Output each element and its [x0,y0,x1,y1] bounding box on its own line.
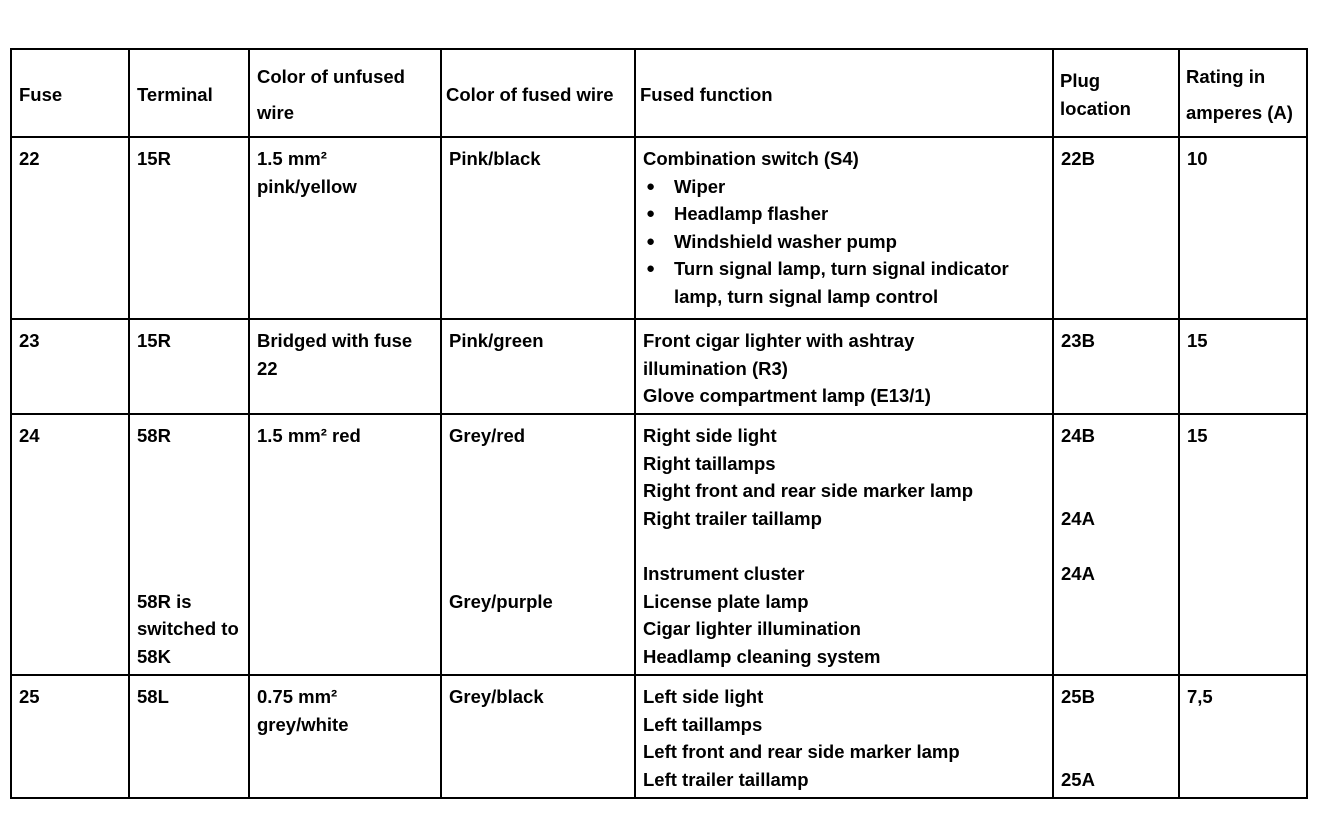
fuse-number: 22 [11,137,129,319]
table-row [11,414,1307,675]
fused-function: Right side light Right taillamps Right front and rear side marker lamp Right trailer taillamp Instrument cluster License plate lamp Cigar lighter illumination Headlamp cleaning system [635,414,1053,675]
header-plug: Plug location [1053,49,1179,137]
function-bullet-list [643,173,1048,311]
table-row [11,319,1307,414]
list-item: ● Headlamp flasher [643,200,1048,228]
terminal: 58R 58R is switched to 58K [129,414,249,675]
rating: 15 [1179,414,1307,675]
plug-location: 22B [1053,137,1179,319]
header-rating: Rating in amperes (A) [1179,49,1307,137]
terminal: 58L [129,675,249,798]
terminal: 15R [129,137,249,319]
header-row [11,49,1307,137]
fuse-number: 24 [11,414,129,675]
rating: 15 [1179,319,1307,414]
fused-function: Left side light Left taillamps Left front and rear side marker lamp Left trailer taillamp [635,675,1053,798]
terminal-note: 58R is switched to 58K [137,590,239,667]
fused-wire: Pink/green [441,319,635,414]
header-unfused: Color of unfused wire [249,49,441,137]
fused-function: Combination switch (S4) ● Wiper ● Headlamp flasher ● Windshield washer pump ● Turn signal lamp, turn signal indicator lamp, turn signal lamp control [635,137,1053,319]
plug-location: 24B 24A 24A [1053,414,1179,675]
rating: 10 [1179,137,1307,319]
list-item: ● Windshield washer pump [643,228,1048,256]
fused-wire: Grey/black [441,675,635,798]
unfused-wire: 1.5 mm² pink/yellow [249,137,441,319]
list-item: ● Wiper [643,173,1048,201]
list-item: ● Turn signal lamp, turn signal indicator lamp, turn signal lamp control [643,255,1048,310]
fused-wire: Pink/black [441,137,635,319]
plug-location: 23B [1053,319,1179,414]
fuse-number: 25 [11,675,129,798]
table-row [11,137,1307,319]
unfused-wire: 1.5 mm² red [249,414,441,675]
plug-location: 25B 25A [1053,675,1179,798]
unfused-wire: 0.75 mm² grey/white [249,675,441,798]
rating: 7,5 [1179,675,1307,798]
header-fuse: Fuse [11,49,129,137]
table-row [11,675,1307,798]
fused-function: Front cigar lighter with ashtray illumination (R3) Glove compartment lamp (E13/1) [635,319,1053,414]
fused-wire: Grey/red Grey/purple [441,414,635,675]
terminal: 15R [129,319,249,414]
header-function: Fused function [635,49,1053,137]
unfused-wire: Bridged with fuse 22 [249,319,441,414]
header-fused-wire: Color of fused wire [441,49,635,137]
header-terminal: Terminal [129,49,249,137]
fuse-table [10,48,1308,799]
fuse-number: 23 [11,319,129,414]
